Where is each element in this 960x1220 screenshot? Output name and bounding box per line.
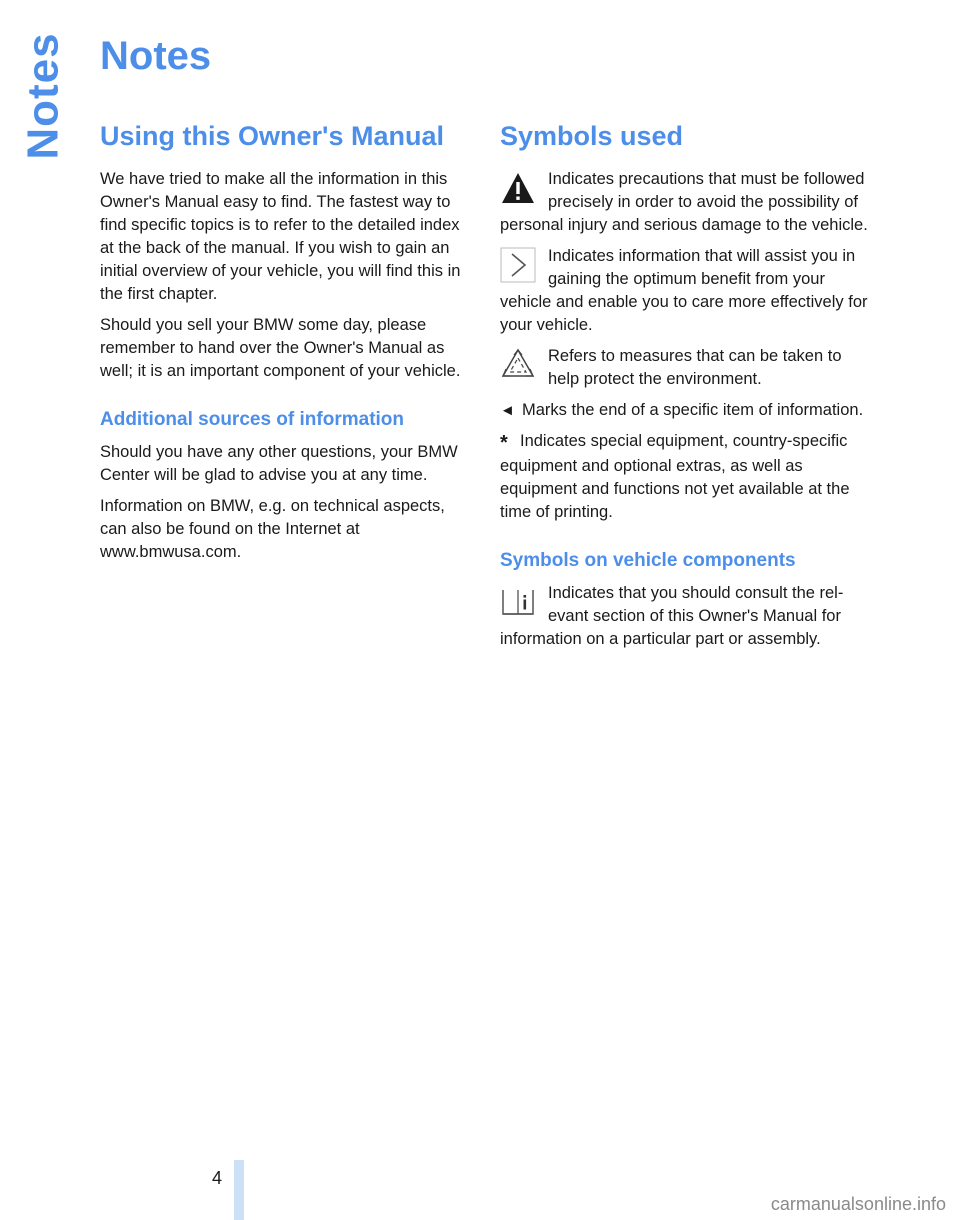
subheading-components: Symbols on vehicle components — [500, 550, 796, 571]
warning-triangle-icon — [500, 170, 536, 206]
end-mark-icon: ◄ — [500, 402, 515, 419]
page-number: 4 — [212, 1168, 223, 1188]
star-text: Indicates special equipment, country-specific equipment and optional extras, as well as equipment and functions not yet available at the time of printing. — [500, 432, 850, 521]
footer-bar — [234, 1160, 244, 1220]
page-title: Notes — [100, 34, 212, 78]
symbol-environment-text: Refers to measures that can be taken to help protect the environment. — [548, 347, 842, 388]
paragraph-sell: Should you sell your BMW some day, please remember to hand over the Owner's Manual as well; it is an important component of your vehicle. — [100, 316, 461, 380]
symbol-info-text: Indicates information that will assist you in gaining the optimum benefit from your vehicle and enable you to care more effectively for your vehicle. — [500, 247, 868, 334]
paragraph-questions: Should you have any other questions, your BMW Center will be glad to advise you at any time. — [100, 443, 458, 484]
section-heading-symbols: Symbols used — [500, 121, 684, 151]
symbol-warning-text: Indicates precautions that must be followed precisely in order to avoid the possibility of personal injury and serious damage to the vehicle. — [500, 170, 868, 234]
star-icon: * — [500, 432, 508, 454]
watermark: carmanualsonline.info — [770, 1194, 946, 1214]
symbol-environment — [500, 345, 872, 391]
end-mark-line — [500, 399, 872, 422]
side-tab — [19, 32, 68, 160]
symbol-warning — [500, 168, 872, 237]
recycle-icon — [500, 347, 536, 383]
section-heading-manual: Using this Owner's Manual — [100, 121, 444, 151]
star-line — [500, 430, 872, 524]
right-column — [500, 118, 872, 659]
play-arrow-icon — [500, 247, 536, 283]
symbol-info — [500, 245, 872, 337]
paragraph-internet: Information on BMW, e.g. on technical aspects, can also be found on the Internet at www.bmwusa.com. — [100, 497, 445, 561]
side-tab-label: Notes — [19, 32, 68, 160]
end-mark-text: Marks the end of a specific item of information. — [522, 401, 864, 419]
symbol-component-text: Indicates that you should consult the relevant section of this Owner's Manual for information on a particular part or assembly. — [500, 584, 844, 648]
subheading-sources: Additional sources of information — [100, 409, 405, 430]
info-book-icon — [500, 584, 536, 620]
left-column — [100, 118, 468, 572]
paragraph-intro: We have tried to make all the information in this Owner's Manual easy to find. The fastest way to find specific topics is to refer to the detailed index at the back of the manual. If you wish to gain an initial overview of your vehicle, you will find this in the first chapter. — [100, 170, 461, 303]
symbol-component — [500, 582, 872, 651]
